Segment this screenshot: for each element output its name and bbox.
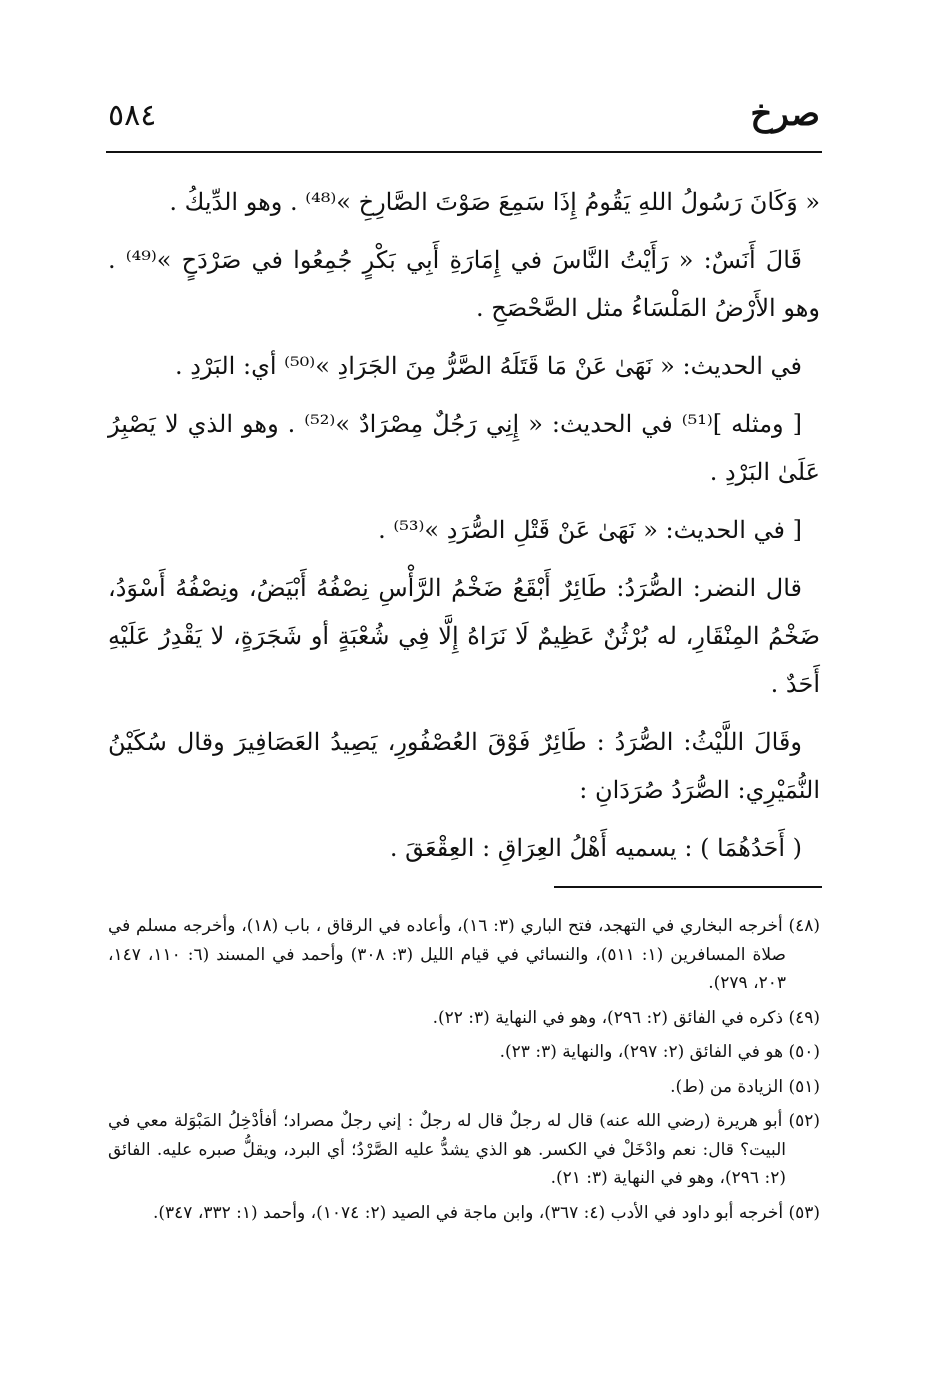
paragraph: قَالَ أَنَسٌ: « رَأَيْتُ النَّاسَ في إِمَارَةِ أَبِي بَكْرٍ جُمِعُوا في صَرْدَحٍ »⁽⁴⁹⁾ . وهو الأَرْضُ المَلْسَاءُ مثل الصَّحْصَحِ . [108,246,820,322]
page-header [108,92,820,144]
header-divider [106,151,822,153]
paragraph: وقَالَ اللَّيْثُ: الصُّرَدُ : طَائِرٌ فَوْقَ العُصْفُورِ، يَصِيدُ العَصَافِيرَ وقال سُكَيْنُ النُّمَيْرِي: الصُّرَدُ صُرَدَانِ : [108,728,820,804]
footnote: (٤٨) أخرجه البخاري في التهجد، فتح الباري (٣: ١٦)، وأعاده في الرقاق ، باب (١٨)، وأخرجه مسلم في صلاة المسافرين (١: ٥١١)، والنسائي في قيام الليل (٣: ٣٠٨) وأحمد في المسند (٦: ١١٠، ١٤٧، ٢٠٣، ٢٧٩). [108,916,820,993]
paragraph: قال النضر: الصُّرَدُ: طَائِرٌ أَبْقَعُ ضَخْمُ الرَّأْسِ نِصْفُهُ أَبْيَضُ، ونِصْفُهُ أَسْوَدُ، ضَخْمُ المِنْقَارِ، له بُرْثُنٌ عَظِيمٌ لَا نَرَاهُ إِلَّا فِي شُعْبَةٍ أو شَجَرَةٍ، لا يَقْدِرُ عَلَيْهِ أَحَدٌ . [108,574,820,698]
footnote: (٤٩) ذكره في الفائق (٢: ٢٩٦)، وهو في النهاية (٣: ٢٢). [432,1007,820,1028]
footnote-divider [554,886,822,888]
root-word-heading: صرخ [750,94,820,134]
paragraph: [ في الحديث: « نَهَىٰ عَنْ قَتْلِ الصُّرَدِ »⁽⁵³⁾ . [378,516,802,544]
page-number: ٥٨٤ [108,98,157,133]
footnote: (٥٣) أخرجه أبو داود في الأدب (٤: ٣٦٧)، وابن ماجة في الصيد (٢: ١٠٧٤)، وأحمد (١: ٣٣٢، ٣٤٧). [152,1202,820,1223]
paragraph: [ ومثله ]⁽⁵¹⁾ في الحديث: « إِنِي رَجُلٌ مِصْرَادٌ »⁽⁵²⁾ . وهو الذي لا يَصْبِرُ عَلَىٰ البَرْدِ . [108,410,820,486]
footnotes [108,912,820,1233]
footnote: (٥١) الزيادة من (ط). [670,1076,820,1097]
footnote: (٥٢) أبو هريرة (رضي الله عنه) قال له رجلٌ قال له رجلٌ : إني رجلٌ مصراد؛ أفأدْخِلُ المَبْوَلة معي في البيت؟ قال: نعم وادْخَلْ في الكسر. هو الذي يشدُّ عليه الصَّرْدُ؛ أي البرد، ويقلُّ صبره عليه. الفائق (٢: ٢٩٦)، وهو في النهاية (٣: ٢١). [108,1111,820,1188]
paragraph: في الحديث: « نَهَىٰ عَنْ مَا قَتَلَهُ الصَّرُّ مِنَ الجَرَادِ »⁽⁵⁰⁾ أي: البَرْدِ . [174,352,802,380]
paragraph: « وَكَانَ رَسُولُ اللهِ يَقُومُ إِذَا سَمِعَ صَوْتَ الصَّارِخِ »⁽⁴⁸⁾ . وهو الدِّيكُ . [169,188,820,216]
main-text [108,178,820,882]
paragraph: ( أَحَدُهُمَا ) : يسميه أَهْلُ العِرَاقِ : العِقْعَقَ . [389,834,802,862]
footnote: (٥٠) هو في الفائق (٢: ٢٩٧)، والنهاية (٣: ٢٣). [499,1042,820,1062]
